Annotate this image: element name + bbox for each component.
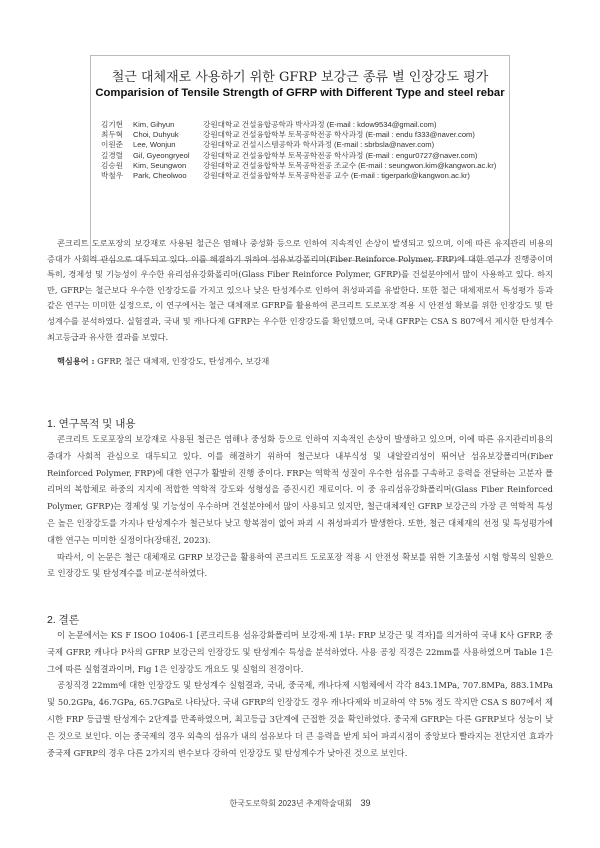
author-name-korean: 김승원: [101, 160, 124, 170]
section-body: [47, 627, 553, 761]
author-name-english: Park, Cheolwoo: [133, 170, 187, 180]
author-affiliation: 강원대학교 건설융합학부 토목공학전공 학사과정 (E-mail : engur0727@naver.com): [203, 150, 478, 160]
section-heading: 1. 연구목적 및 내용: [47, 418, 136, 430]
section-heading: 2. 결론: [47, 614, 79, 626]
author-name-english: Gil, Gyeongryeol: [133, 150, 190, 160]
author-affiliation: 강원대학교 건설융합공학과 박사과정 (E-mail : kdow9534@gmail.com): [203, 120, 437, 129]
abstract: 콘크리트 도로포장의 보강재로 사용된 철근은 염해나 중성화 등으로 인하여 지속적인 손상이 발생되고 있으며, 이에 따른 유지관리 비용의 증대가 사회적 관심으로 대두되고 있다. 이를 해결하기 위하여 섬유보강폴리머(Fiber Reinforce Polymer, FRP)에 대한 연구가 진행중이며 특히, 경제성 및 기능성이 우수한 유리섬유강화폴리머(Glass Fiber Reinforce Polymer, GFRP)를 건설분야에서 많이 사용하고 있다. 하지만, GFRP는 철근보다 우수한 인장강도를 가지고 있으나 낮은 탄성계수로 인하여 취성파괴를 유발한다. 또한 철근 대체재로서 특성평가 등과 같은 연구는 미미한 실정으로, 이 연구에서는 철근 대체재로 GFRP를 활용하여 콘크리트 도로포장 적용 시 안전성 확보를 위한 인장강도 및 탄성계수를 분석하였다. 실험결과, 국내 및 캐나다제 GFRP는 우수한 인장강도를 확인했으며, 국내 GFRP는 CSA S 807에서 제시한 탄성계수 최고등급과 유사한 결과를 보였다.: [47, 238, 553, 342]
author-row: [101, 130, 506, 140]
author-affiliation: 강원대학교 건설융합학부 토목공학전공 학사과정 (E-mail : endu f333@naver.com): [203, 130, 475, 140]
page-number: 39: [360, 798, 371, 808]
page-footer: [0, 798, 600, 809]
paper-title-english: Comparision of Tensile Strength of GFRP with Different Type and steel rebar: [95, 87, 505, 99]
section-body: [47, 431, 553, 582]
author-row: [101, 171, 506, 181]
author-affiliation: 강원대학교 건설융합학부 토목공학전공 조교수 (E-mail : seungwon.kim@kangwon.ac.kr): [203, 160, 497, 170]
paper-title-korean: 철근 대체재로 사용하기 위한 GFRP 보강근 종류 별 인장강도 평가: [111, 70, 489, 85]
keywords-text: GFRP, 철근 대체재, 인장강도, 탄성계수, 보강재: [97, 356, 270, 366]
author-name-english: Kim, Seungwon: [133, 160, 187, 170]
author-list: [101, 120, 506, 181]
author-name-korean: 이원준: [101, 140, 124, 150]
author-name-korean: 김기현: [101, 120, 124, 129]
author-row: [101, 151, 506, 161]
author-row: [101, 161, 506, 171]
paragraph: 공칭직경 22mm에 대한 인장강도 및 탄성계수 실험결과, 국내, 중국제, 캐나다제 시험체에서 각각 843.1MPa, 707.8MPa, 883.1MPa 및 50.2GPa, 46.7GPa, 65.7GPa로 나타났다. 국내 GFRP의 인장강도 경우 캐나다제와 비교하여 약 5% 정도 작지만 CSA S 807에서 제시한 FRP 등급별 탄성계수 2단계를 만족하였으며, 최고등급 3단계에 근접한 것을 확인하였다. 중국제 GFRP는 다른 GFRP보다 성능이 낮은 것으로 보인다. 이는 중국제의 경우 외측의 섬유가 내의 섬유보다 더 큰 응력을 받게 되어 파괴시점이 중앙보다 빨라지는 전단지연 효과가 중국제 GFRP의 경우 다른 2가지의 변수보다 강하여 인장강도 및 탄성계수가 낮아진 것으로 보인다.: [47, 680, 553, 758]
author-row: [101, 120, 506, 130]
paragraph: 이 논문에서는 KS F ISOO 10406-1 [콘크리트용 섬유강화폴리머 보강재-제 1부: FRP 보강근 및 격자]를 의거하여 국내 K사 GFRP, 중국제 GFRP, 캐나다 P사의 GFRP 보강근의 인장강도 및 탄성계수 특성을 분석하였다. 사용 공칭 직경은 22mm를 사용하였으며 Table 1은 그에 따른 실험결과이며, Fig 1은 인장강도 개요도 및 실험의 전경이다.: [47, 630, 553, 674]
keywords: [57, 356, 537, 367]
author-name-english: Kim, Gihyun: [133, 120, 175, 129]
author-name-english: Lee, Wonjun: [133, 140, 176, 150]
author-affiliation: 강원대학교 건설시스템공학과 학사과정 (E-mail : sbrbsla@naver.com): [203, 140, 435, 150]
author-name-english: Choi, Duhyuk: [133, 130, 179, 140]
paragraph: 따라서, 이 논문은 철근 대체재로 GFRP 보강근을 활용하여 콘크리트 도로포장 적용 시 안전성 확보를 위한 기초물성 시험 항목의 일환으로 인장강도 및 탄성계수를 비교·분석하였다.: [47, 551, 553, 579]
keywords-label: 핵심용어 :: [57, 356, 95, 366]
author-affiliation: 강원대학교 건설융합학부 토목공학전공 교수 (E-mail : tigerpark@kangwon.ac.kr): [203, 170, 470, 180]
author-name-korean: 최두혁: [101, 130, 124, 140]
title-box: [90, 55, 510, 261]
paragraph: 콘크리트 도로포장의 보강재로 사용된 철근은 염해나 중성화 등으로 인하여 지속적인 손상이 발생하고 있으며, 이에 따른 유지관리비용의 증대가 사회적 관심으로 대두되고 있다. 이를 해결하기 위하여 철근보다 내부식성 및 내알칼리성이 뛰어난 섬유보강폴리머(Fiber Reinforced Polymer, FRP)에 대한 연구가 활발히 진행 중이다. FRP는 역학적 성질이 우수한 섬유를 구속하고 응력을 전달하는 고분자 폴리머의 복합체로 하중의 지지에 적합한 역학적 강도와 성형성을 증진시킨 재료이다. 이 중 유리섬유강화폴리머(Glass Fiber Reinforced Polymer, GFRP)는 경제성 및 기능성이 우수하며 건설분야에서 많이 사용되고 있지만, 철근대체제인 GFRP 보강근의 가장 큰 역학적 특성은 높은 인장강도를 가지나 탄성계수가 철근보다 낮고 항복점이 없어 파괴 시 취성파괴가 발생한다. 또한, 철근 대체재의 선정 및 특성평가에 대한 연구는 미미한 실정이다(장태진, 2023).: [47, 434, 553, 545]
author-name-korean: 길경렬: [101, 150, 124, 160]
author-name-korean: 박철우: [101, 170, 124, 180]
footer-conference: 한국도로학회 2023년 추계학술대회: [229, 799, 353, 808]
author-row: [101, 140, 506, 150]
